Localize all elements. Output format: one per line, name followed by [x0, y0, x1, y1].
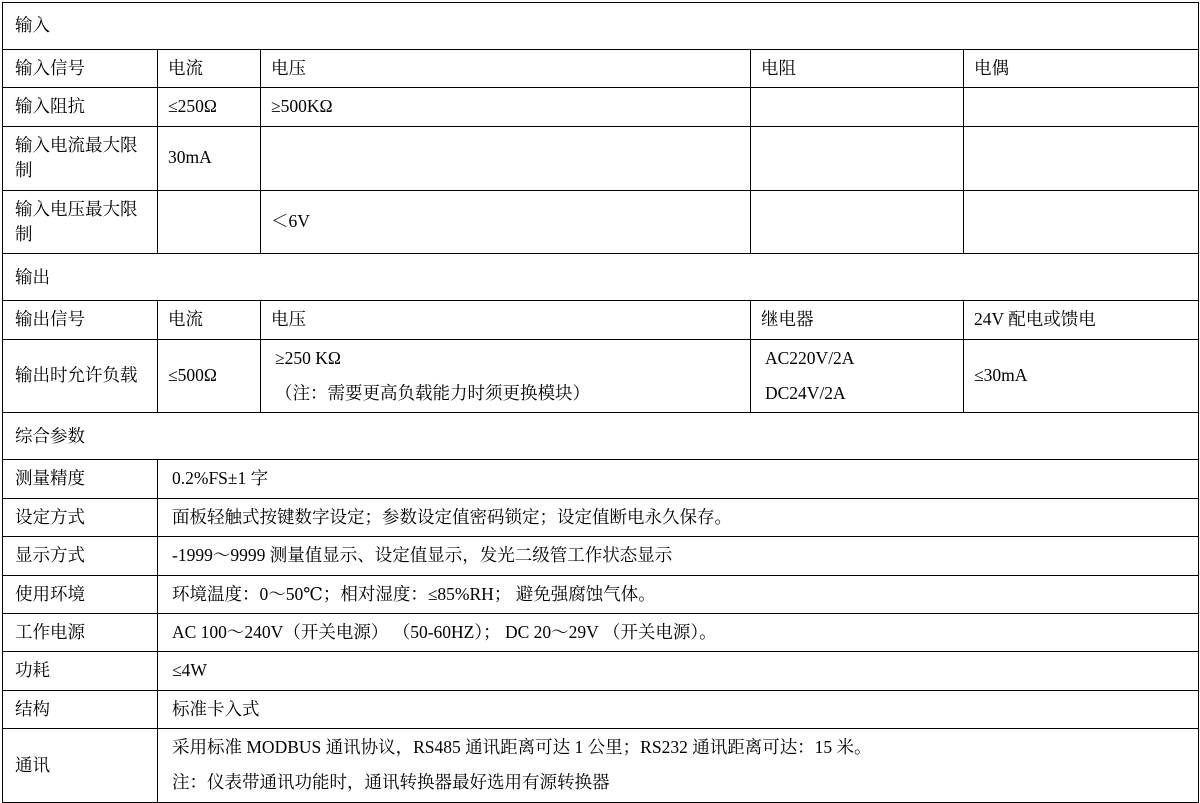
communication-line1: 采用标准 MODBUS 通讯协议，RS485 通讯距离可达 1 公里；RS232 通讯距离可达：15 米。	[172, 737, 872, 757]
structure-label: 结构	[3, 690, 158, 728]
input-impedance-voltage: ≥500KΩ	[261, 88, 751, 126]
power-supply-label: 工作电源	[3, 613, 158, 651]
input-signal-resistance: 电阻	[751, 50, 964, 88]
input-max-voltage-label: 输入电压最大限制	[3, 190, 158, 254]
table-row	[3, 301, 1199, 339]
section-heading-general: 综合参数	[3, 413, 1199, 460]
input-max-voltage-resistance	[751, 190, 964, 254]
input-max-current-label: 输入电流最大限制	[3, 126, 158, 190]
input-impedance-resistance	[751, 88, 964, 126]
display-method-value: -1999～9999 测量值显示、设定值显示，发光二级管工作状态显示	[158, 537, 1199, 575]
input-max-current-thermocouple	[964, 126, 1199, 190]
table-row	[3, 537, 1199, 575]
section-heading-output: 输出	[3, 254, 1199, 301]
communication-label: 通讯	[3, 729, 158, 803]
environment-label: 使用环境	[3, 575, 158, 613]
structure-value: 标准卡入式	[158, 690, 1199, 728]
communication-value	[158, 729, 1199, 803]
output-signal-current: 电流	[158, 301, 261, 339]
output-load-voltage-line1: ≥250 KΩ	[275, 347, 341, 368]
output-signal-relay: 继电器	[751, 301, 964, 339]
input-max-voltage-value: ＜6V	[261, 190, 751, 254]
accuracy-value: 0.2%FS±1 字	[158, 460, 1199, 498]
input-signal-label: 输入信号	[3, 50, 158, 88]
output-load-voltage-note: （注：需要更高负载能力时须更换模块）	[275, 383, 590, 403]
table-row	[3, 729, 1199, 803]
table-row	[3, 254, 1199, 301]
spec-sheet	[0, 2, 1200, 793]
output-load-relay	[751, 339, 964, 413]
output-signal-label: 输出信号	[3, 301, 158, 339]
display-method-label: 显示方式	[3, 537, 158, 575]
specification-table	[2, 2, 1199, 803]
output-signal-voltage: 电压	[261, 301, 751, 339]
output-signal-power: 24V 配电或馈电	[964, 301, 1199, 339]
input-max-current-resistance	[751, 126, 964, 190]
input-signal-current: 电流	[158, 50, 261, 88]
input-max-voltage-thermocouple	[964, 190, 1199, 254]
environment-value: 环境温度：0～50℃；相对湿度：≤85%RH； 避免强腐蚀气体。	[158, 575, 1199, 613]
input-max-current-value: 30mA	[158, 126, 261, 190]
output-load-relay-dc: DC24V/2A	[765, 383, 846, 403]
input-impedance-thermocouple	[964, 88, 1199, 126]
input-signal-thermocouple: 电偶	[964, 50, 1199, 88]
consumption-value: ≤4W	[158, 652, 1199, 690]
table-row	[3, 3, 1199, 50]
table-row	[3, 190, 1199, 254]
accuracy-label: 测量精度	[3, 460, 158, 498]
communication-line2: 注：仪表带通讯功能时，通讯转换器最好选用有源转换器	[172, 772, 610, 793]
output-load-label: 输出时允许负载	[3, 339, 158, 413]
input-max-current-voltage	[261, 126, 751, 190]
input-impedance-label: 输入阻抗	[3, 88, 158, 126]
table-row	[3, 413, 1199, 460]
power-supply-value: AC 100～240V（开关电源） （50-60HZ）； DC 20～29V （开关电源）。	[158, 613, 1199, 651]
table-row	[3, 613, 1199, 651]
table-row	[3, 460, 1199, 498]
table-row	[3, 498, 1199, 536]
section-heading-input: 输入	[3, 3, 1199, 50]
consumption-label: 功耗	[3, 652, 158, 690]
table-row	[3, 88, 1199, 126]
setting-method-value: 面板轻触式按键数字设定；参数设定值密码锁定；设定值断电永久保存。	[158, 498, 1199, 536]
output-load-voltage	[261, 339, 751, 413]
input-impedance-current: ≤250Ω	[158, 88, 261, 126]
table-row	[3, 690, 1199, 728]
output-load-current: ≤500Ω	[158, 339, 261, 413]
table-row	[3, 575, 1199, 613]
table-row	[3, 126, 1199, 190]
output-load-power: ≤30mA	[964, 339, 1199, 413]
input-max-voltage-current	[158, 190, 261, 254]
table-row	[3, 50, 1199, 88]
input-signal-voltage: 电压	[261, 50, 751, 88]
setting-method-label: 设定方式	[3, 498, 158, 536]
table-row	[3, 339, 1199, 413]
table-row	[3, 652, 1199, 690]
output-load-relay-ac: AC220V/2A	[765, 347, 855, 368]
